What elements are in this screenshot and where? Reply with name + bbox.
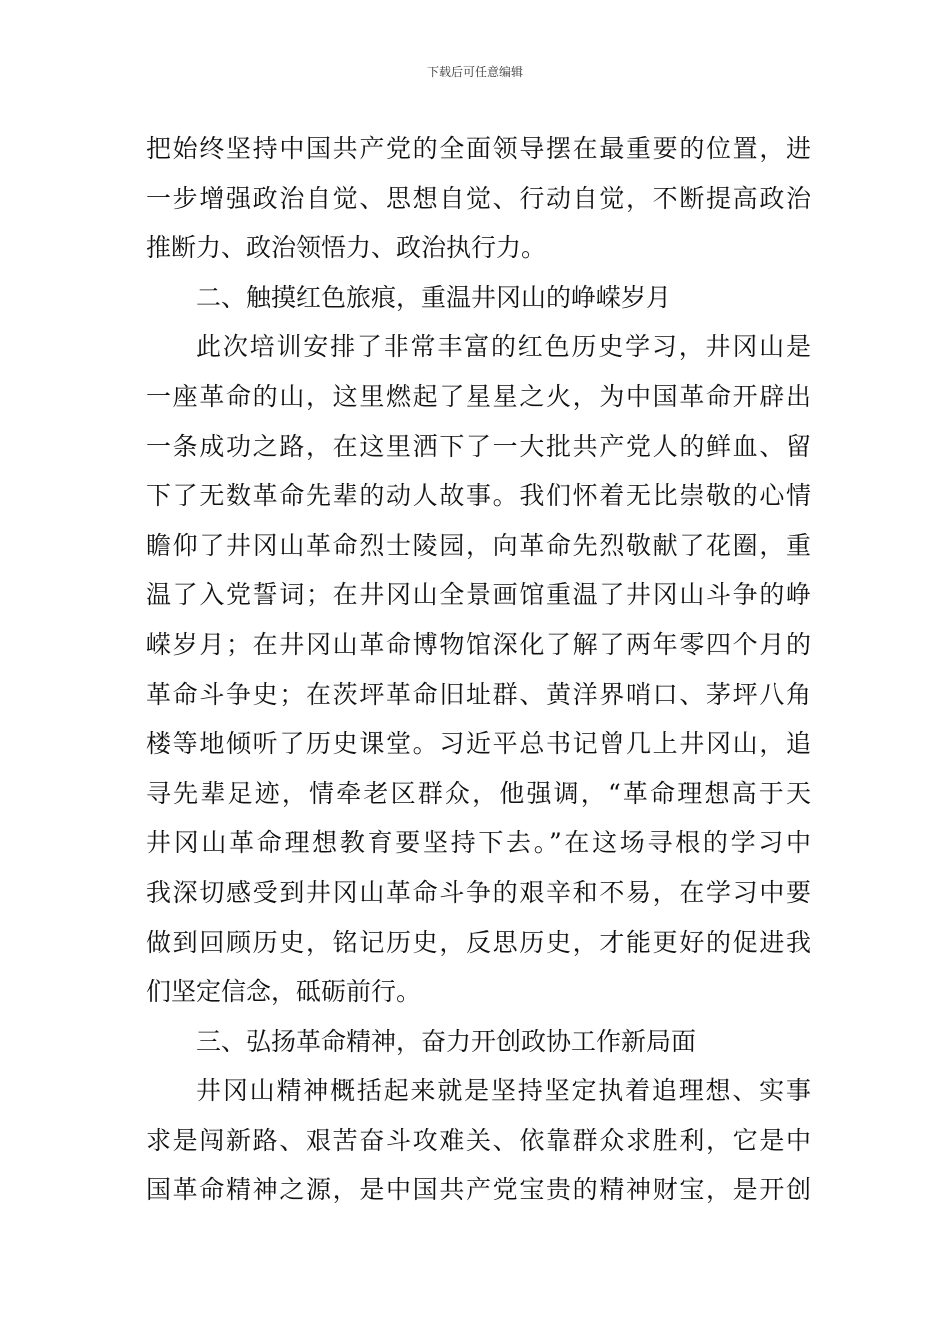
- text-line: 楼等地倾听了历史课堂。习近平总书记曾几上井冈山，追: [146, 729, 811, 759]
- text-line: 寻先辈足迹，情牵老区群众，他强调，“革命理想高于天: [146, 778, 811, 808]
- text-line: 一条成功之路，在这里洒下了一大批共产党人的鲜血、留: [146, 431, 811, 461]
- text-line: 推断力、政治领悟力、政治执行力。: [146, 233, 547, 263]
- text-line: 嵘岁月；在井冈山革命博物馆深化了解了两年零四个月的: [146, 629, 811, 659]
- section-heading: 三、弘扬革命精神，奋力开创政协工作新局面: [196, 1026, 697, 1056]
- page-header: 下载后可任意编辑: [426, 65, 523, 79]
- text-line: 求是闯新路、艰苦奋斗攻难关、依靠群众求胜利，它是中: [146, 1125, 811, 1155]
- text-line: 下了无数革命先辈的动人故事。我们怀着无比崇敬的心情: [146, 481, 811, 511]
- text-line: 革命斗争史；在茨坪革命旧址群、黄洋界哨口、茅坪八角: [146, 679, 811, 709]
- text-line: 瞻仰了井冈山革命烈士陵园，向革命先烈敬献了花圈，重: [146, 530, 811, 560]
- text-line: 温了入党誓词；在井冈山全景画馆重温了井冈山斗争的峥: [146, 580, 811, 610]
- text-line: 一步增强政治自觉、思想自觉、行动自觉，不断提高政治: [146, 183, 811, 213]
- text-line: 一座革命的山，这里燃起了星星之火，为中国革命开辟出: [146, 381, 811, 411]
- text-line: 井冈山革命理想教育要坚持下去。”在这场寻根的学习中: [146, 828, 811, 858]
- text-line: 们坚定信念，砥砺前行。: [146, 977, 422, 1007]
- document-body: [146, 124, 811, 1215]
- section-heading: 二、触摸红色旅痕，重温井冈山的峥嵘岁月: [196, 282, 672, 312]
- text-line: 国革命精神之源，是中国共产党宝贵的精神财宝，是开创: [146, 1175, 811, 1205]
- text-line: 此次培训安排了非常丰富的红色历史学习，井冈山是: [196, 332, 811, 362]
- text-line: 井冈山精神概括起来就是坚持坚定执着追理想、实事: [196, 1076, 811, 1106]
- text-line: 做到回顾历史，铭记历史，反思历史，才能更好的促进我: [146, 927, 811, 957]
- text-line: 我深切感受到井冈山革命斗争的艰辛和不易，在学习中要: [146, 877, 811, 907]
- text-line: 把始终坚持中国共产党的全面领导摆在最重要的位置，进: [146, 134, 811, 163]
